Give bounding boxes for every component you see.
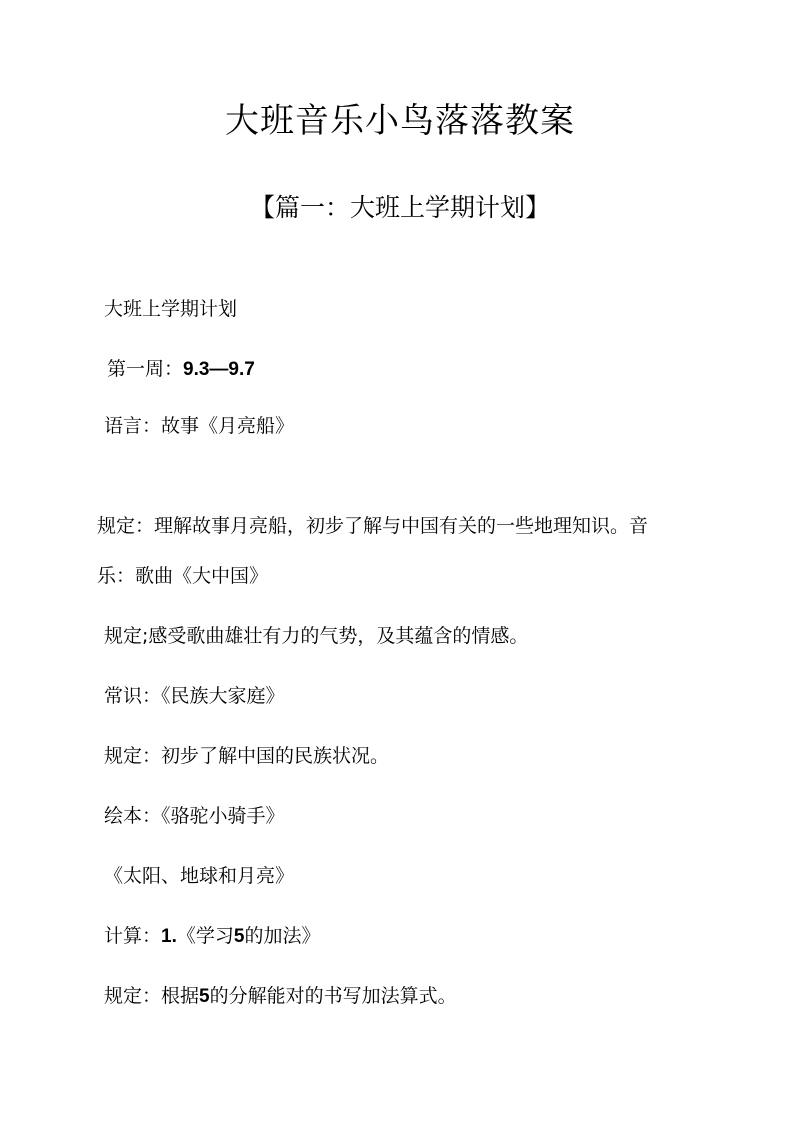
math-mid: 《学习 xyxy=(176,925,234,947)
text-line-math xyxy=(104,921,320,952)
week-dates: 9.3—9.7 xyxy=(183,359,255,380)
req4-prefix: 规定：根据 xyxy=(104,985,200,1007)
week-label: 第一周： xyxy=(107,358,184,380)
req4-number: 5 xyxy=(199,986,210,1007)
text-line-language: 语言：故事《月亮船》 xyxy=(104,415,295,437)
req4-suffix: 的分解能对的书写加法算式。 xyxy=(209,985,457,1007)
text-line-requirement-4 xyxy=(104,981,457,1012)
text-line-requirement-2: 规定;感受歌曲雄壮有力的气势，及其蕴含的情感。 xyxy=(104,625,529,647)
math-label: 计算： xyxy=(104,925,162,947)
document-title: 大班音乐小鸟落落教案 xyxy=(225,101,575,141)
document-subtitle: 【篇一：大班上学期计划】 xyxy=(249,193,550,222)
text-line-requirement-1: 规定：理解故事月亮船，初步了解与中国有关的一些地理知识。音 xyxy=(97,515,649,537)
text-line-week xyxy=(107,354,255,385)
text-line-common-sense: 常识：《民族大家庭》 xyxy=(104,685,285,707)
text-line-picture-book: 绘本：《骆驼小骑手》 xyxy=(104,805,285,827)
math-suffix: 的加法》 xyxy=(244,925,321,947)
math-number: 1. xyxy=(161,926,177,947)
text-line-plan-heading: 大班上学期计划 xyxy=(104,298,238,320)
text-line-music: 乐：歌曲《大中国》 xyxy=(97,565,269,587)
math-number-2: 5 xyxy=(233,926,245,947)
text-line-requirement-3: 规定：初步了解中国的民族状况。 xyxy=(104,745,390,767)
text-line-book-title: 《太阳、地球和月亮》 xyxy=(104,865,295,887)
